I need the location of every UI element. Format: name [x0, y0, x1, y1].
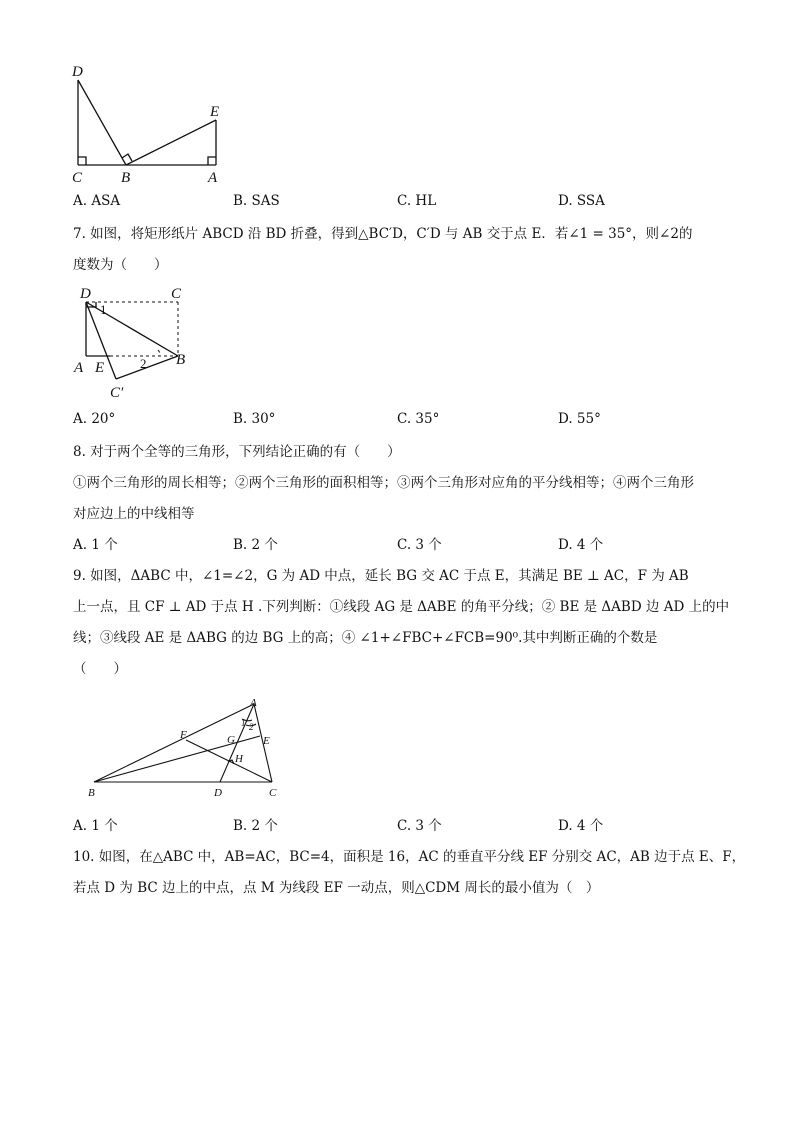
fig7-label-1: 1	[100, 302, 107, 317]
q7-option-c: C. 35°	[397, 411, 440, 427]
fig9-label-F: F	[180, 729, 187, 741]
q8-stem-line1: 8. 对于两个全等的三角形，下列结论正确的有（ ）	[73, 444, 401, 460]
fig6-label-A: A	[208, 170, 218, 186]
q9-option-a: A. 1 个	[73, 818, 118, 834]
q7-stem-line2: 度数为（ ）	[73, 257, 168, 273]
fig7-label-B: B	[176, 352, 186, 368]
fig7-label-2: 2	[140, 356, 147, 371]
q9-stem-line1: 9. 如图，ΔABC 中，∠1=∠2，G 为 AD 中点，延长 BG 交 AC 于点 E，其满足 BE ⊥ AC，F 为 AB	[73, 568, 689, 584]
fig9-label-A: A	[250, 697, 257, 709]
q8-option-a: A. 1 个	[73, 537, 118, 553]
figure-q7	[70, 282, 200, 402]
fig6-label-C: C	[72, 170, 83, 186]
q7-option-b: B. 30°	[233, 411, 276, 427]
q6-option-a: A. ASA	[73, 193, 121, 209]
fig7-label-Cprime: C′	[110, 385, 124, 401]
figure-q6	[66, 60, 236, 188]
q9-stem-line2: 上一点，且 CF ⊥ AD 于点 H .下列判断：①线段 AG 是 ΔABE 的角平分线；② BE 是 ΔABD 边 AD 上的中	[73, 599, 730, 615]
q6-option-d: D. SSA	[558, 193, 605, 209]
fig7-label-E: E	[95, 360, 105, 376]
q9-option-c: C. 3 个	[397, 818, 442, 834]
fig9-label-G: G	[227, 734, 235, 746]
q8-option-b: B. 2 个	[233, 537, 278, 553]
fig6-label-B: B	[121, 170, 131, 186]
q7-options	[73, 410, 753, 428]
q7-option-a: A. 20°	[73, 411, 116, 427]
fig7-label-D: D	[80, 286, 91, 302]
q8-option-c: C. 3 个	[397, 537, 442, 553]
fig9-label-C: C	[269, 787, 277, 799]
q6-option-c: C. HL	[397, 193, 437, 209]
fig9-label-H: H	[235, 753, 243, 765]
q10-stem-line2: 若点 D 为 BC 边上的中点，点 M 为线段 EF 一动点，则△CDM 周长的最小值为（ ）	[73, 880, 600, 896]
q9-stem-line4: （ ）	[73, 661, 127, 677]
fig6-label-D: D	[72, 64, 83, 80]
q9-option-b: B. 2 个	[233, 818, 278, 834]
fig9-label-2: 2	[249, 722, 254, 732]
q7-stem-line1: 7. 如图，将矩形纸片 ABCD 沿 BD 折叠，得到△BC′D，C′D 与 AB 交于点 E．若∠1 = 35°，则∠2的	[73, 226, 693, 242]
fig9-label-E: E	[263, 735, 270, 747]
fig6-label-E: E	[210, 104, 220, 120]
q6-options	[73, 192, 753, 210]
fig9-label-D: D	[214, 787, 222, 799]
figure-q9	[82, 696, 282, 800]
q8-options	[73, 536, 753, 554]
fig7-label-C: C	[171, 286, 182, 302]
q9-stem-line3: 线；③线段 AE 是 ΔABG 的边 BG 上的高；④ ∠1+∠FBC+∠FCB=90⁰.其中判断正确的个数是	[73, 630, 658, 646]
q10-stem-line1: 10. 如图，在△ABC 中，AB=AC，BC=4，面积是 16，AC 的垂直平分线 EF 分别交 AC，AB 边于点 E、F，	[73, 849, 746, 865]
fig9-label-1: 1	[241, 718, 246, 728]
q6-option-b: B. SAS	[233, 193, 280, 209]
q8-stem-line2: ①两个三角形的周长相等；②两个三角形的面积相等；③两个三角形对应角的平分线相等；④两个三角形	[73, 475, 694, 491]
q8-option-d: D. 4 个	[558, 537, 604, 553]
q8-stem-line3: 对应边上的中线相等	[73, 506, 195, 522]
q7-option-d: D. 55°	[558, 411, 601, 427]
fig9-label-B: B	[88, 787, 95, 799]
fig7-label-A: A	[74, 360, 84, 376]
q9-options	[73, 817, 753, 835]
q9-option-d: D. 4 个	[558, 818, 604, 834]
